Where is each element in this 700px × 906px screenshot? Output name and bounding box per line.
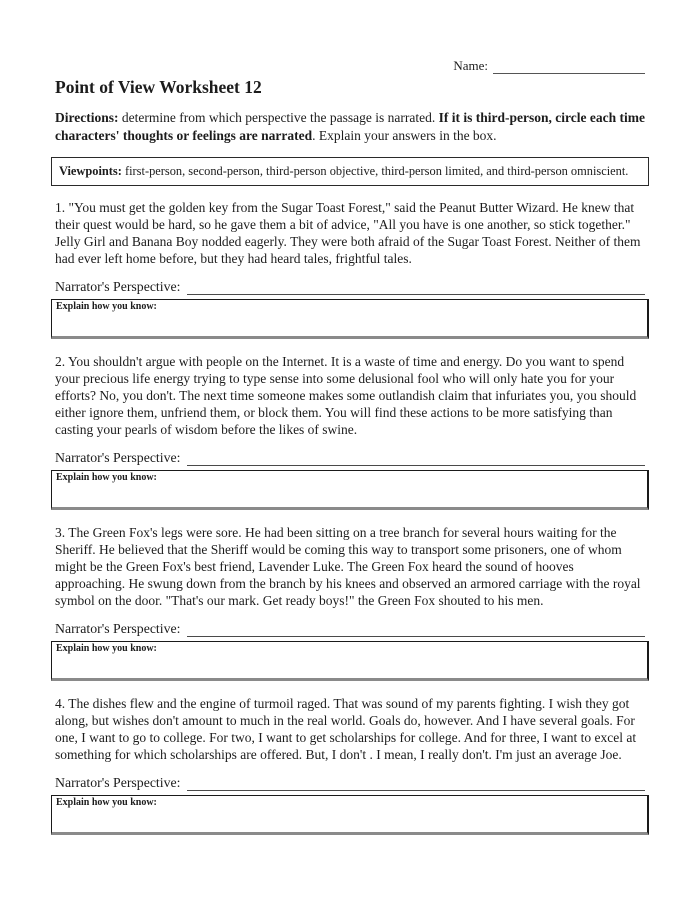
narrator-row <box>55 772 645 791</box>
narrator-row <box>55 618 645 637</box>
narrator-row <box>55 276 645 295</box>
directions-body-1: determine from which perspective the passage is narrated. <box>121 110 436 125</box>
passage-text: 2. You shouldn't argue with people on the Internet. It is a waste of time and energy. Do you want to spend your precious life energy trying to type sense into some delusional fool who will only hate you for your efforts? No, you don't. The next time someone makes some outlandish claim that infuriates you, you should either ignore them, unfriend them, or block them. You will find these actions to be more satisfying than casting your pearls of wisdom before the likes of swine. <box>55 354 637 437</box>
question-section-1 <box>55 199 645 339</box>
directions-bold-clause: If it is third-person, circle each time characters' thoughts or feelings are narrated <box>55 110 645 143</box>
viewpoints-list: first-person, second-person, third-person objective, third-person limited, and third-person omniscient. <box>124 164 629 178</box>
narrator-label: Narrator's Perspective: <box>55 450 181 465</box>
narrator-answer-line[interactable] <box>187 280 645 295</box>
directions-body-2: . Explain your answers in the box. <box>312 128 497 143</box>
explain-label: Explain how you know: <box>56 643 157 654</box>
passage-text: 1. "You must get the golden key from the Sugar Toast Forest," said the Peanut Butter Wizard. He knew that their quest would be hard, so he gave them a bit of advice, "All you have is one another, so stick together." Jelly Girl and Banana Boy nodded eagerly. They were both afraid of the Sugar Toast Forest. Neither of them had ever left home before, but they had heard tales, frightful tales. <box>55 200 641 266</box>
narrator-label: Narrator's Perspective: <box>55 775 181 790</box>
directions-text <box>55 109 645 145</box>
name-blank-line[interactable] <box>493 60 645 74</box>
narrator-answer-line[interactable] <box>187 622 645 637</box>
explain-label: Explain how you know: <box>56 301 157 312</box>
viewpoints-label: Viewpoints: <box>59 164 122 178</box>
name-row <box>55 58 645 74</box>
explain-answer-box[interactable] <box>51 470 649 510</box>
name-label: Name: <box>453 58 488 73</box>
narrator-label: Narrator's Perspective: <box>55 621 181 636</box>
explain-label: Explain how you know: <box>56 797 157 808</box>
question-section-4 <box>55 695 645 835</box>
explain-answer-box[interactable] <box>51 795 649 835</box>
explain-answer-box[interactable] <box>51 299 649 339</box>
viewpoints-box <box>51 157 649 186</box>
narrator-row <box>55 447 645 466</box>
question-section-2 <box>55 353 645 510</box>
narrator-answer-line[interactable] <box>187 451 645 466</box>
question-section-3 <box>55 524 645 681</box>
passage-text: 4. The dishes flew and the engine of turmoil raged. That was sound of my parents fighting. I wish they got along, but wishes don't amount to much in the real world. Goals do, however. And I have several goals. For one, I want to go to college. For two, I want to get scholarships for college. And for three, I want to excel at something for which scholarships are offered. But, I don't . I mean, I really don't. I'm just an average Joe. <box>55 696 637 762</box>
narrator-answer-line[interactable] <box>187 776 645 791</box>
explain-label: Explain how you know: <box>56 472 157 483</box>
narrator-label: Narrator's Perspective: <box>55 279 181 294</box>
directions-label: Directions: <box>55 110 119 125</box>
explain-answer-box[interactable] <box>51 641 649 681</box>
passage-text: 3. The Green Fox's legs were sore. He had been sitting on a tree branch for several hours waiting for the Sheriff. He believed that the Sheriff would be coming this way to transport some prisoners, one of whom might be the Green Fox's best friend, Lavender Luke. The Green Fox heard the sound of hooves approaching. He swung down from the branch by his knees and observed an armored carriage with the royal symbol on the door. "That's our mark. Get ready boys!" the Green Fox shouted to his men. <box>55 525 641 608</box>
page-title: Point of View Worksheet 12 <box>55 77 262 97</box>
